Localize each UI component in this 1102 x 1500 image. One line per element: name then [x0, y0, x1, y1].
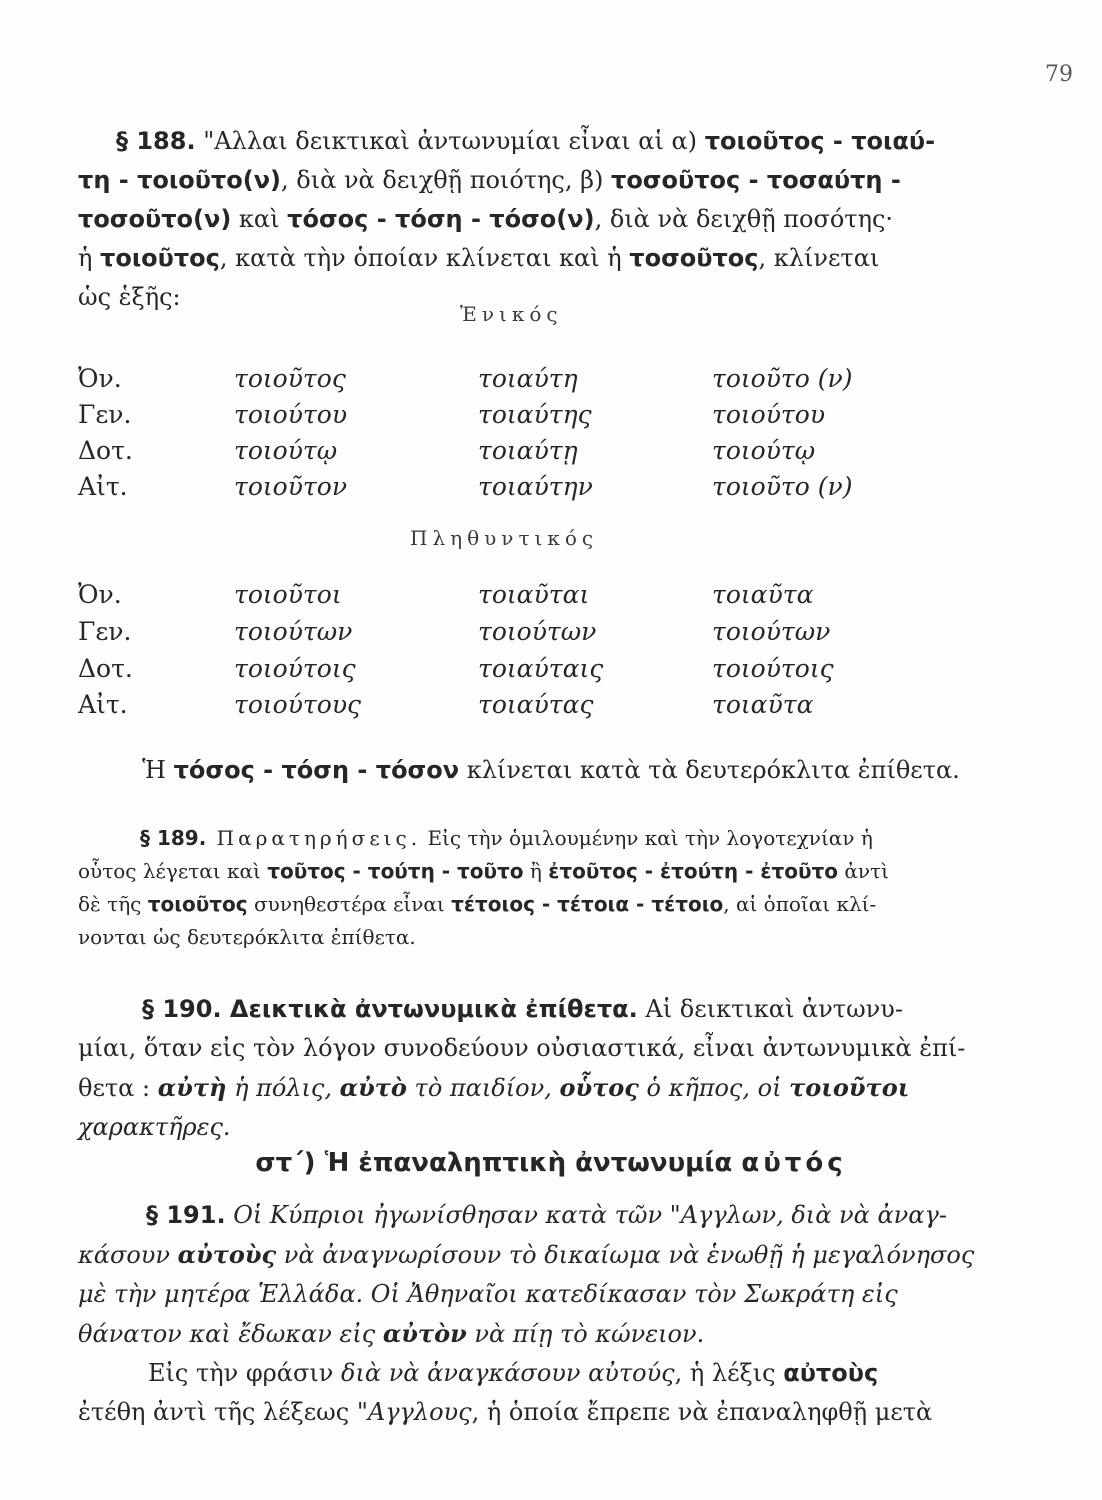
table-row: [78, 654, 978, 690]
section-heading: στ΄) Ἡ ἐπαναληπτικὴ ἀντωνυμία αὐτός: [255, 1148, 847, 1178]
masculine-form: τοιοῦτοι: [234, 580, 342, 609]
masculine-form: τοιοῦτος: [234, 364, 346, 393]
plural-heading: Πληθυντικός: [410, 526, 599, 550]
tosos-note: Ἡ τόσος - τόση - τόσον κλίνεται κατὰ τὰ δευτερόκλιτα ἐπίθετα.: [142, 756, 960, 784]
line: τη - τοιοῦτο(ν), διὰ νὰ δειχθῇ ποιότης, β) τοσοῦτος - τοσαύτη -: [78, 166, 901, 194]
table-row: [78, 617, 978, 653]
neuter-form: τοιοῦτο (ν): [712, 472, 853, 501]
masculine-form: τοιοῦτον: [234, 472, 348, 501]
neuter-form: τοιούτων: [712, 617, 831, 646]
line: οὗτος λέγεται καὶ τοῦτος - τούτη - τοῦτο ἢ ἐτοῦτος - ἐτούτη - ἐτοῦτο ἀντὶ: [78, 859, 889, 883]
line: κάσουν αὐτοὺς νὰ ἀναγνωρίσουν τὸ δικαίωμα νὰ ἑνωθῇ ἡ μεγαλόνησος: [78, 1240, 975, 1269]
masculine-form: τοιούτους: [234, 690, 362, 719]
line: μὲ τὴν μητέρα Ἑλλάδα. Οἱ Ἀθηναῖοι κατεδίκασαν τὸν Σωκράτη εἰς: [78, 1280, 898, 1308]
neuter-form: τοιούτου: [712, 400, 826, 429]
feminine-form: τοιαύταις: [478, 654, 604, 683]
line: ἡ τοιοῦτος, κατὰ τὴν ὁποίαν κλίνεται καὶ ἡ τοσοῦτος, κλίνεται: [78, 244, 880, 272]
singular-heading: Ἑνικός: [460, 302, 563, 326]
masculine-form: τοιούτων: [234, 617, 353, 646]
section-number: § 190.: [142, 995, 222, 1023]
section-number: § 188.: [116, 127, 196, 155]
section-189: [78, 822, 948, 954]
case-label: Δοτ.: [78, 654, 133, 683]
feminine-form: τοιαύτη: [478, 364, 578, 393]
line: Εἰς τὴν φράσιν διὰ νὰ ἀναγκάσουν αὐτούς, ἡ λέξις αὐτοὺς: [148, 1359, 879, 1387]
neuter-form: τοιαῦτα: [712, 580, 814, 609]
line: § 188. "Αλλαι δεικτικαὶ ἀντωνυμίαι εἶναι αἱ α) τοιοῦτος - τοιαύ-: [116, 127, 936, 155]
section-title: Δεικτικὰ ἀντωνυμικὰ ἐπίθετα.: [221, 995, 638, 1023]
neuter-form: τοιοῦτο (ν): [712, 364, 853, 393]
page-number: 79: [1045, 62, 1073, 87]
feminine-form: τοιαύτῃ: [478, 436, 578, 465]
case-label: Ὀν.: [78, 580, 122, 609]
case-label: Γεν.: [78, 617, 132, 646]
neuter-form: τοιούτῳ: [712, 436, 816, 465]
masculine-form: τοιούτου: [234, 400, 348, 429]
feminine-form: τοιαῦται: [478, 580, 590, 609]
case-label: Αἰτ.: [78, 690, 128, 719]
case-label: Ὀν.: [78, 364, 122, 393]
line: ὡς ἑξῆς:: [78, 283, 181, 311]
section-number: § 191.: [146, 1201, 226, 1229]
section-number: § 189.: [140, 826, 207, 850]
case-label: Αἰτ.: [78, 472, 128, 501]
masculine-form: τοιούτῳ: [234, 436, 338, 465]
case-label: Γεν.: [78, 400, 132, 429]
line: δὲ τῆς τοιοῦτος συνηθεστέρα εἶναι τέτοιος - τέτοια - τέτοιο, αἱ ὁποῖαι κλί-: [78, 892, 877, 916]
section-191: [78, 1196, 975, 1432]
table-row: [78, 364, 978, 400]
line: μίαι, ὅταν εἰς τὸν λόγον συνοδεύουν οὐσιαστικά, εἶναι ἀντωνυμικὰ ἐπί-: [78, 1034, 966, 1062]
line: νονται ὡς δευτερόκλιτα ἐπίθετα.: [78, 925, 416, 949]
case-label: Δοτ.: [78, 436, 133, 465]
line: χαρακτῆρες.: [78, 1113, 231, 1141]
feminine-form: τοιούτων: [478, 617, 597, 646]
table-row: [78, 690, 978, 726]
line: θάνατον καὶ ἔδωκαν εἰς αὐτὸν νὰ πίῃ τὸ κώνειον.: [78, 1319, 705, 1348]
feminine-form: τοιαύτην: [478, 472, 593, 501]
neuter-form: τοιαῦτα: [712, 690, 814, 719]
line: ἐτέθη ἀντὶ τῆς λέξεως "Αγγλους, ἡ ὁποία ἔπρεπε νὰ ἐπαναληφθῇ μετὰ: [78, 1398, 933, 1426]
line: θετα : αὐτὴ ἡ πόλις, αὐτὸ τὸ παιδίον, οὗτος ὁ κῆπος, οἱ τοιοῦτοι: [78, 1073, 910, 1102]
line: § 190. Δεικτικὰ ἀντωνυμικὰ ἐπίθετα. Αἱ δεικτικαὶ ἀντωνυ-: [142, 995, 903, 1023]
table-row: [78, 472, 978, 508]
section-188: [78, 122, 948, 317]
feminine-form: τοιαύτας: [478, 690, 594, 719]
neuter-form: τοιούτοις: [712, 654, 834, 683]
feminine-form: τοιαύτης: [478, 400, 592, 429]
table-row: [78, 580, 978, 616]
section-190: [78, 990, 966, 1147]
table-row: [78, 436, 978, 472]
table-row: [78, 400, 978, 436]
line: τοσοῦτο(ν) καὶ τόσος - τόση - τόσο(ν), διὰ νὰ δειχθῇ ποσότης·: [78, 205, 894, 233]
line: § 191. Οἱ Κύπριοι ἠγωνίσθησαν κατὰ τῶν "Αγγλων, διὰ νὰ ἀναγ-: [146, 1201, 947, 1229]
line: § 189. Παρατηρήσεις. Εἰς τὴν ὁμιλουμένην καὶ τὴν λογοτεχνίαν ἡ: [140, 826, 873, 850]
masculine-form: τοιούτοις: [234, 654, 356, 683]
